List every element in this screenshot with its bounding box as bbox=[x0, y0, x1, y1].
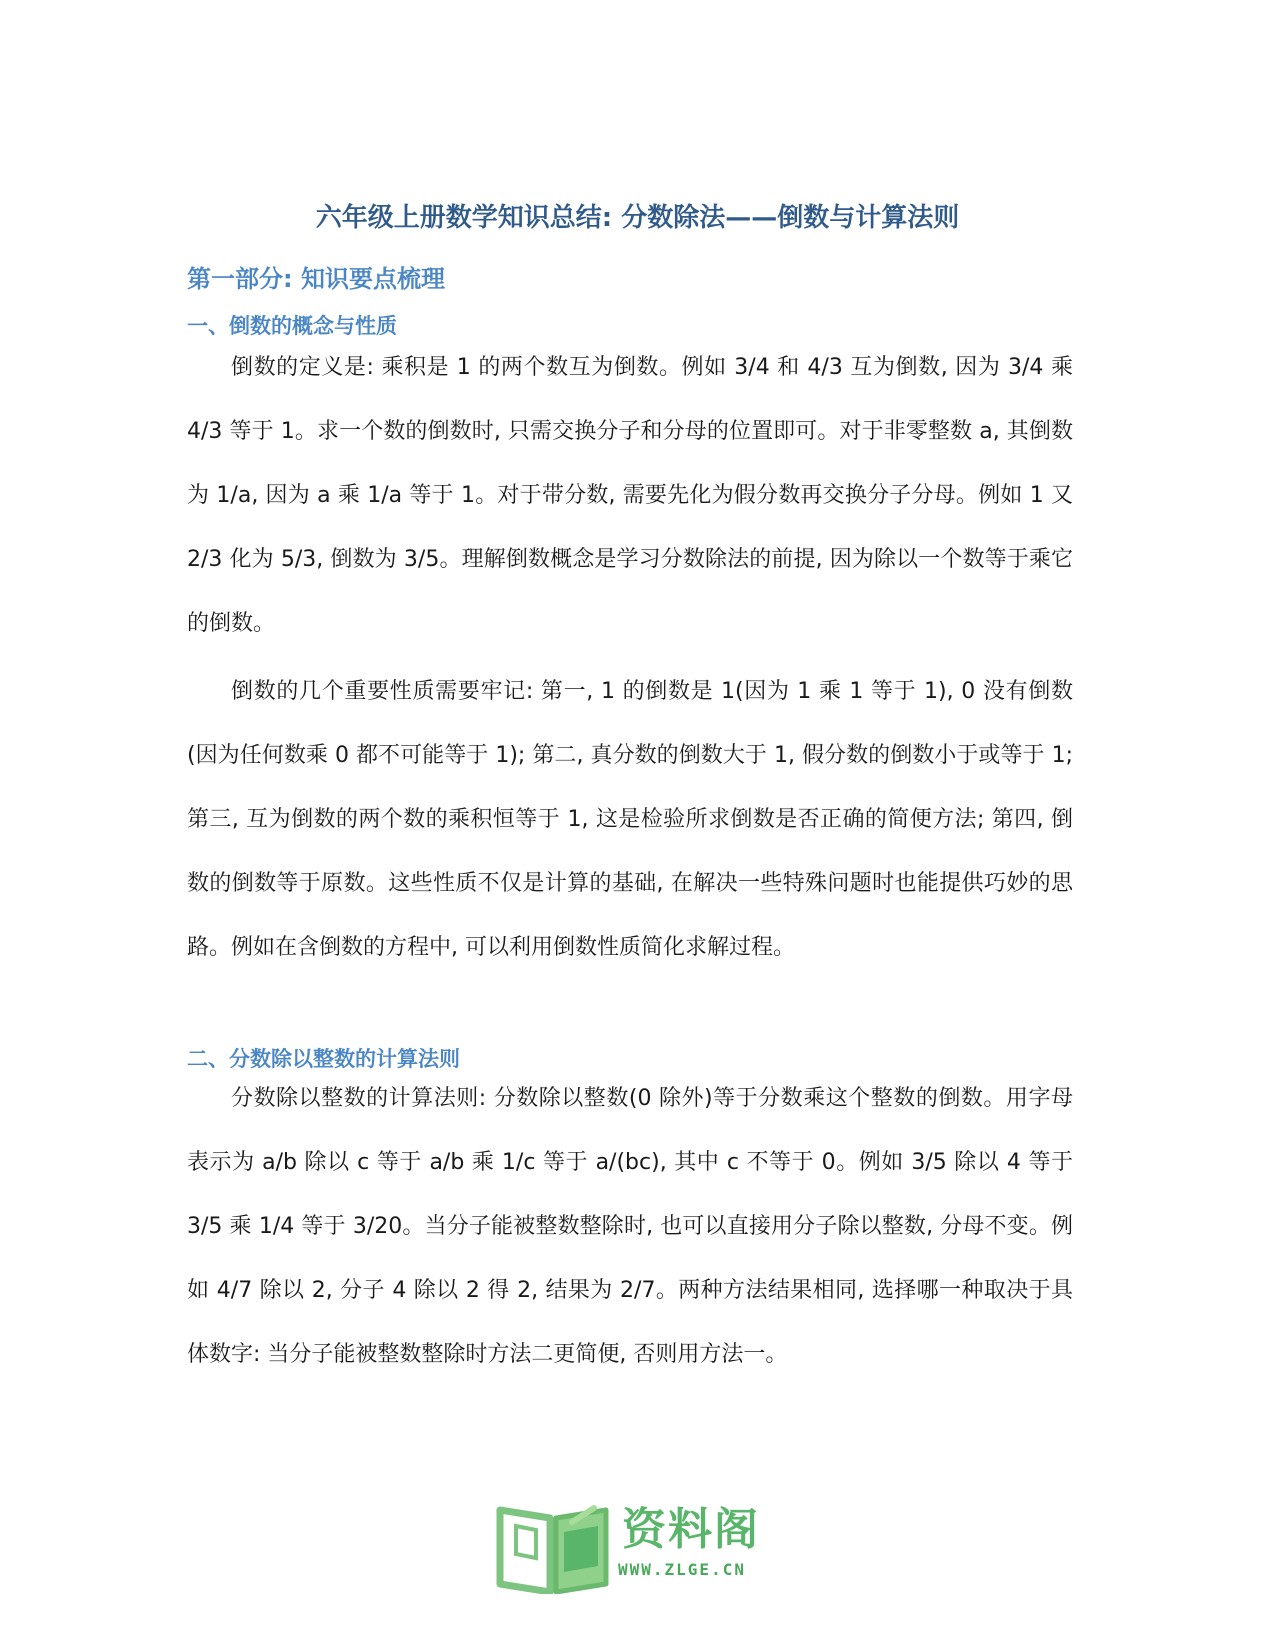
watermark-name: 资料阁 bbox=[622, 1504, 760, 1555]
section-heading-division-rule: 二、分数除以整数的计算法则 bbox=[187, 1047, 460, 1071]
document-title: 六年级上册数学知识总结: 分数除法——倒数与计算法则 bbox=[315, 203, 960, 233]
part-one-heading: 第一部分: 知识要点梳理 bbox=[187, 265, 445, 293]
section-heading-reciprocal: 一、倒数的概念与性质 bbox=[187, 314, 397, 338]
paragraph-division-rule: 分数除以整数的计算法则: 分数除以整数(0 除外)等于分数乘这个整数的倒数。用字母表示为 a/b 除以 c 等于 a/b 乘 1/c 等于 a/(bc), 其中 c 不等于 0。例如 3/5 除以 4 等于 3/5 乘 1/4 等于 3/20。当分子能被整数整除时, 也可以直接用分子除以整数, 分母不变。例如 4/7 除以 2, 分子 4 除以 2 得 2, 结果为 2/7。两种方法结果相同, 选择哪一种取决于具体数字: 当分子能被整数整除时方法二更简便, 否则用方法一。 bbox=[187, 1086, 1073, 1367]
paragraph-reciprocal-definition: 倒数的定义是: 乘积是 1 的两个数互为倒数。例如 3/4 和 4/3 互为倒数, 因为 3/4 乘 4/3 等于 1。求一个数的倒数时, 只需交换分子和分母的位置即可。对于非零整数 a, 其倒数为 1/a, 因为 a 乘 1/a 等于 1。对于带分数, 需要先化为假分数再交换分子分母。例如 1 又 2/3 化为 5/3, 倒数为 3/5。理解倒数概念是学习分数除法的前提, 因为除以一个数等于乘它的倒数。 bbox=[187, 355, 1073, 636]
paragraph-reciprocal-properties: 倒数的几个重要性质需要牢记: 第一, 1 的倒数是 1(因为 1 乘 1 等于 1), 0 没有倒数(因为任何数乘 0 都不可能等于 1); 第二, 真分数的倒数大于 1, 假分数的倒数小于或等于 1; 第三, 互为倒数的两个数的乘积恒等于 1, 这是检验所求倒数是否正确的简便方法; 第四, 倒数的倒数等于原数。这些性质不仅是计算的基础, 在解决一些特殊问题时也能提供巧妙的思路。例如在含倒数的方程中, 可以利用倒数性质简化求解过程。 bbox=[187, 679, 1073, 960]
watermark-url: WWW.ZLGE.CN bbox=[618, 1560, 746, 1579]
open-book-icon bbox=[494, 1500, 612, 1594]
watermark-logo bbox=[494, 1500, 784, 1594]
